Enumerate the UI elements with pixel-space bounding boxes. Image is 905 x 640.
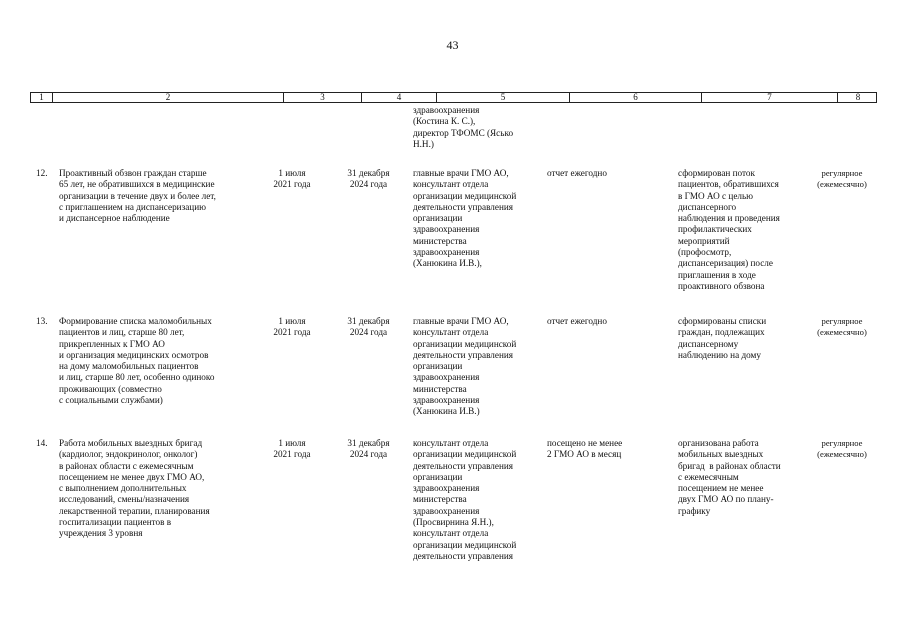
header-col-4: 4 <box>362 92 437 103</box>
header-col-8: 8 <box>855 92 861 102</box>
header-col-1: 1 <box>31 92 53 103</box>
row-14-responsible: консультант отдела организации медицинской деятельности управления организации здравоохранения министерства здравоохранения (Просвирнина Я.Н.), консультант отдела организации медицинской деятельности управления <box>413 438 517 561</box>
row-14-number: 14. <box>36 438 48 448</box>
row-13-activity: Формирование списка маломобильных пациентов и лиц, старше 80 лет, прикрепленных к ГМО АО и организация медицинских осмотров на дому маломобильных пациентов и лиц, старше 80 лет, особенно одиноко проживающих (совместно с социальными службами) <box>59 316 215 406</box>
row-12-end-date: 31 декабря 2024 года <box>347 168 390 190</box>
row-13-periodicity: регулярное (ежемесячно) <box>817 316 867 337</box>
continuation-responsible: здравоохранения (Костина К. С.), директор ТФОМС (Ясько Н.Н.) <box>413 105 514 149</box>
header-col-5: 5 <box>437 92 570 103</box>
row-13-report: отчет ежегодно <box>547 316 607 326</box>
page-number: 43 <box>446 38 459 52</box>
table-header-row <box>30 92 877 103</box>
row-12-start-date: 1 июля 2021 года <box>273 168 311 190</box>
row-12-report: отчет ежегодно <box>547 168 607 178</box>
header-col-2: 2 <box>53 92 284 103</box>
header-col-3: 3 <box>284 92 362 103</box>
row-12-number: 12. <box>36 168 48 178</box>
row-12-result: сформирован поток пациентов, обратившихся в ГМО АО с целью диспансерного наблюдения и проведения профилактических мероприятий (профосмотр, диспансеризация) после приглашения в ходе проактивного обзвона <box>678 168 780 291</box>
row-13-number: 13. <box>36 316 48 326</box>
header-col-6: 6 <box>570 92 702 103</box>
row-14-activity: Работа мобильных выездных бригад (кардиолог, эндокринолог, онколог) в районах области с ежемесячным посещением не менее двух ГМО АО, с выполнением дополнительных исследований, смены/назначения лекарственной терапии, планирования госпитализации пациентов в учреждения 3 уровня <box>59 438 210 539</box>
row-13-end-date: 31 декабря 2024 года <box>347 316 390 338</box>
row-14-end-date: 31 декабря 2024 года <box>347 438 390 460</box>
row-14-periodicity: регулярное (ежемесячно) <box>817 438 867 459</box>
row-12-periodicity: регулярное (ежемесячно) <box>817 168 867 189</box>
row-12-activity: Проактивный обзвон граждан старше 65 лет, не обратившихся в медицинские организации в течение двух и более лет, с приглашением на диспансеризацию и диспансерное наблюдение <box>59 168 216 224</box>
row-13-responsible: главные врачи ГМО АО, консультант отдела организации медицинской деятельности управления организации здравоохранения министерства здравоохранения (Ханюкина И.В.) <box>413 316 517 417</box>
row-12-responsible: главные врачи ГМО АО, консультант отдела организации медицинской деятельности управления организации здравоохранения министерства здравоохранения (Ханюкина И.В.), <box>413 168 517 269</box>
row-13-start-date: 1 июля 2021 года <box>273 316 311 338</box>
row-14-start-date: 1 июля 2021 года <box>273 438 311 460</box>
row-14-result: организована работа мобильных выездных бригад в районах области с ежемесячным посещением не менее двух ГМО АО по плану- графику <box>678 438 781 516</box>
row-13-result: сформированы списки граждан, подлежащих диспансерному наблюдению на дому <box>678 316 767 360</box>
header-col-7: 7 <box>702 92 838 103</box>
row-14-report: посещено не менее 2 ГМО АО в месяц <box>547 438 623 460</box>
